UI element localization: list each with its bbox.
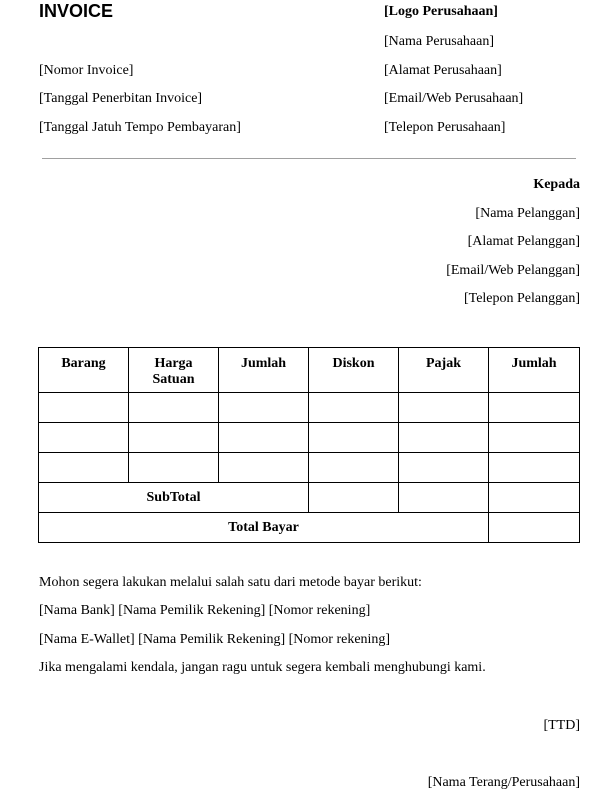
customer-heading: Kepada xyxy=(533,177,580,192)
payment-ewallet-line: [Nama E-Wallet] [Nama Pemilik Rekening] [Nomor rekening] xyxy=(39,632,391,647)
table-cell xyxy=(39,393,129,423)
subtotal-label: SubTotal xyxy=(39,483,309,513)
total-label: Total Bayar xyxy=(39,513,489,543)
company-phone: [Telepon Perusahaan] xyxy=(384,120,506,135)
column-header: Barang xyxy=(39,348,129,393)
column-header: Harga Satuan xyxy=(129,348,219,393)
table-cell xyxy=(39,453,129,483)
table-cell xyxy=(39,423,129,453)
column-header: Diskon xyxy=(309,348,399,393)
table-cell xyxy=(219,453,309,483)
column-header: Pajak xyxy=(399,348,489,393)
divider xyxy=(42,158,576,159)
table-cell xyxy=(219,423,309,453)
subtotal-row xyxy=(39,483,580,513)
table-header-row xyxy=(39,348,580,393)
table-cell xyxy=(219,393,309,423)
company-address: [Alamat Perusahaan] xyxy=(384,63,502,78)
company-name: [Nama Perusahaan] xyxy=(384,34,495,49)
table-cell xyxy=(489,423,580,453)
table-cell xyxy=(399,393,489,423)
total-row xyxy=(39,513,580,543)
payment-bank-line: [Nama Bank] [Nama Pemilik Rekening] [Nomor rekening] xyxy=(39,603,371,618)
column-header: Jumlah xyxy=(219,348,309,393)
table-cell xyxy=(129,393,219,423)
contact-note: Jika mengalami kendala, jangan ragu untuk segera kembali menghubungi kami. xyxy=(39,660,486,675)
customer-address: [Alamat Pelanggan] xyxy=(467,234,580,249)
subtotal-tax-cell xyxy=(399,483,489,513)
invoice-title: INVOICE xyxy=(39,1,114,21)
table-cell xyxy=(129,453,219,483)
subtotal-amount-cell xyxy=(489,483,580,513)
due-date: [Tanggal Jatuh Tempo Pembayaran] xyxy=(39,120,241,135)
payment-intro: Mohon segera lakukan melalui salah satu dari metode bayar berikut: xyxy=(39,575,422,590)
table-cell xyxy=(129,423,219,453)
total-amount-cell xyxy=(489,513,580,543)
signature-placeholder: [TTD] xyxy=(543,718,580,733)
invoice-items-table xyxy=(38,347,580,543)
table-cell xyxy=(399,423,489,453)
table-cell xyxy=(489,393,580,423)
table-cell xyxy=(489,453,580,483)
table-cell xyxy=(399,453,489,483)
invoice-number: [Nomor Invoice] xyxy=(39,63,134,78)
issue-date: [Tanggal Penerbitan Invoice] xyxy=(39,91,203,106)
table-cell xyxy=(309,393,399,423)
table-row xyxy=(39,393,580,423)
company-email-web: [Email/Web Perusahaan] xyxy=(384,91,524,106)
table-row xyxy=(39,453,580,483)
customer-name: [Nama Pelanggan] xyxy=(475,206,580,221)
signer-name: [Nama Terang/Perusahaan] xyxy=(427,775,580,790)
table-cell xyxy=(309,453,399,483)
customer-email-web: [Email/Web Pelanggan] xyxy=(446,263,580,278)
company-logo-placeholder: [Logo Perusahaan] xyxy=(384,4,498,19)
customer-phone: [Telepon Pelanggan] xyxy=(463,291,580,306)
subtotal-discount-cell xyxy=(309,483,399,513)
column-header: Jumlah xyxy=(489,348,580,393)
table-cell xyxy=(309,423,399,453)
table-row xyxy=(39,423,580,453)
